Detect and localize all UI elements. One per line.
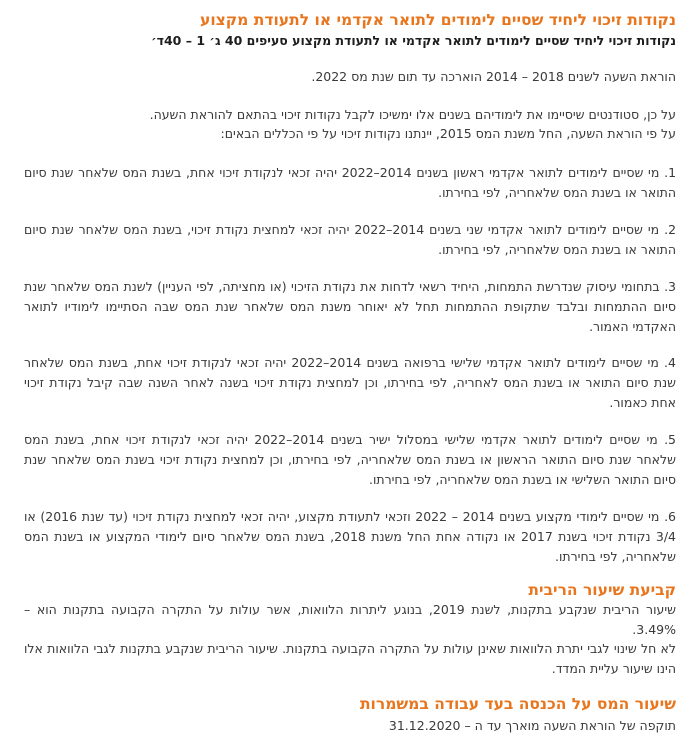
shift-tax-heading: שיעור המס על הכנסה בעד עבודה במשמרות bbox=[359, 695, 676, 713]
rule-number: 6. bbox=[664, 509, 676, 524]
rule-number: 5. bbox=[664, 432, 676, 447]
intro-paragraph-2: על כן, סטודנטים שיסיימו את לימודיהם בשנים אלו ימשיכו לקבל נקודות זיכוי בהתאם להוראת השעה. bbox=[149, 107, 676, 122]
page-title: נקודות זיכוי ליחיד שסיים לימודים לתואר אקדמי או לתעודת מקצוע bbox=[200, 11, 676, 29]
page-subtitle: נקודות זיכוי ליחיד שסיים לימודים לתואר אקדמי או לתעודת מקצוע סעיפים 40 ג׳ 1 – 40ד׳ bbox=[151, 33, 676, 48]
interest-paragraph-2: לא חל שינוי לגבי יתרת הלוואות שאינן עולות על התקרה הקבועה בתקנות. שיעור הריבית שנקבע בתקנות לגבי הלוואות אלו הינו שיעור עליית המדד. bbox=[24, 641, 676, 676]
rule-text: מי שסיים לימודים לתואר אקדמי שלישי ברפואה בשנים 2014–2022 יהיה זכאי לנקודת זיכוי אחת, בשנת המס שלאחר שנת סיום התואר או בשנת המס לאחריה, לפי בחירתו, וכן למחצית נקודת זיכוי בשנה לאחר השנה שבה קיבל נקודת זיכוי אחת כאמור. bbox=[24, 355, 676, 410]
rule-number: 3. bbox=[664, 279, 676, 294]
rule-item-1 bbox=[24, 163, 676, 203]
rule-text: בתחומי עיסוק שנדרשת התמחות, היחיד רשאי לדחות את נקודת הזיכוי (או מחציתה, לפי העניין) לשנת המס שלאחר שנת סיום ההתמחות ובלבד שתקופת ההתמחות תחל לא יאוחר משנת המס שלאחר שנת המס שבה הסתיימו לימודיו לתואר האקדמי האמור. bbox=[24, 279, 676, 334]
rule-text: מי שסיים לימודים לתואר אקדמי ראשון בשנים 2014–2022 יהיה זכאי לנקודת זיכוי אחת, בשנת המס שלאחר שנת סיום התואר או בשנת המס שלאחריה, לפי בחירתו. bbox=[24, 165, 676, 200]
interest-paragraph-1: שיעור הריבית שנקבע בתקנות, לשנת 2019, בנוגע ליתרות הלוואות, אשר עולות על התקרה הקבועה בתקנות הוא – 3.49%. bbox=[24, 602, 676, 637]
interest-heading: קביעת שיעור הריבית bbox=[528, 581, 676, 599]
shift-tax-paragraph: תוקפה של הוראת השעה מוארך עד ה – 31.12.2020 bbox=[388, 718, 676, 733]
rule-item-2 bbox=[24, 220, 676, 260]
rule-item-4 bbox=[24, 353, 676, 413]
rule-item-5 bbox=[24, 430, 676, 490]
intro-paragraph-1: הוראת השעה לשנים 2018 – 2014 הוארכה עד תום שנת מס 2022. bbox=[311, 69, 676, 84]
rule-item-6 bbox=[24, 507, 676, 567]
rule-text: מי שסיים לימודים לתואר אקדמי שני בשנים 2014–2022 יהיה זכאי למחצית נקודת זיכוי, בשנת המס שלאחר שנת סיום התואר או בשנת המס שלאחריה, לפי בחירתו. bbox=[24, 222, 676, 257]
intro-paragraph-3: על פי הוראת השעה, החל משנת המס 2015, יינתנו נקודות זיכוי על פי הכללים הבאים: bbox=[220, 126, 676, 141]
rule-item-3 bbox=[24, 277, 676, 337]
rule-text: מי שסיים לימודים לתואר אקדמי שלישי במסלול ישיר בשנים 2014–2022 יהיה זכאי לנקודת זיכוי אחת, בשנת המס שלאחר שנת סיום התואר הראשון או בשנת המס שלאחריה, לפי בחירתו, וכן למחצית נקודת זיכוי בשנת המס שלאחר שנת סיום התואר השלישי או בשנת המס שלאחריה, לפי בחירתו. bbox=[24, 432, 676, 487]
rule-number: 2. bbox=[664, 222, 677, 237]
rule-number: 4. bbox=[664, 355, 676, 370]
rule-text: מי שסיים לימודי מקצוע בשנים 2014 – 2022 וזכאי לתעודת מקצוע, יהיה זכאי למחצית נקודת זיכוי (עד שנת 2016) או 3/4 נקודת זיכוי בשנת 2017 או נקודה אחת החל משנת 2018, בשנת המס שלאחר סיום לימודי המקצוע או בשנת המס שלאחריה, לפי בחירתו. bbox=[24, 509, 676, 564]
rule-number: 1. bbox=[664, 165, 677, 180]
